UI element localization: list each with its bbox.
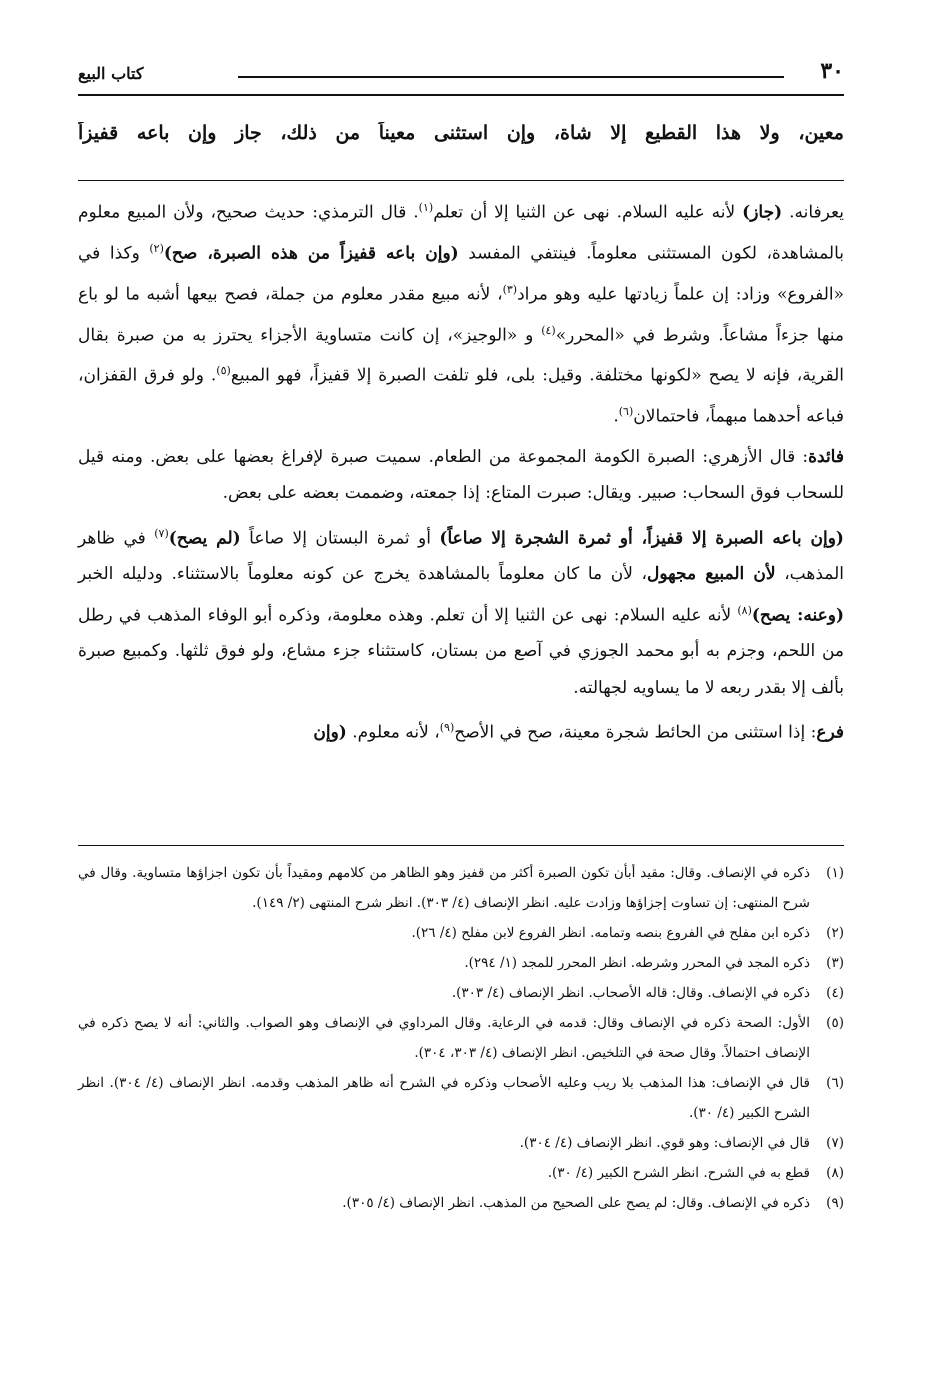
- footnote: [78, 1008, 844, 1068]
- header-dash: [238, 76, 784, 78]
- commentary-text: في ظاهر المذهب،: [78, 528, 844, 585]
- footnote-divider: [78, 845, 844, 846]
- footnote-text: الأول: الصحة ذكره في الإنصاف وقال: قدمه في الرعاية. وقال المرداوي في الإنصاف وهو الصواب. والثاني: أنه لا يصح ذكره في الإنصاف احتمالاً. وقال صحة في التلخيص. انظر الإنصاف (٤/ ٣٠٣، ٣٠٤).: [78, 1015, 810, 1061]
- page-header: [78, 58, 844, 98]
- commentary-text: . قال الترمذي: حديث صحيح، ولأن المبيع معلوم بالمشاهدة، لكون المستثنى معلوماً. فينتفي المفسد: [78, 202, 844, 264]
- header-rule: [78, 94, 844, 96]
- footnote-text: ذكره في الإنصاف. وقال: لم يصح على الصحيح من المذهب. انظر الإنصاف (٤/ ٣٠٥).: [342, 1195, 810, 1211]
- matn-quote: (لم يصح): [168, 528, 241, 549]
- matn-divider: [78, 180, 844, 181]
- matn-quote: (وإن باعه قفيزاً من هذه الصبرة، صح): [163, 243, 459, 264]
- matn-text: معين، ولا هذا القطيع إلا شاة، وإن استثنى معيناً من ذلك، جاز وإن باعه قفيزاً: [78, 122, 844, 144]
- commentary-body: [78, 190, 844, 755]
- commentary-text: : إذا استثنى من الحائط شجرة معينة، صح في الأصح: [454, 722, 817, 743]
- commentary-text: وكذا في «الفروع» وزاد: إن علماً زيادتها عليه وهو مراد: [78, 243, 844, 305]
- matn-quote: فرع: [816, 722, 844, 743]
- matn-quote: (جاز): [742, 202, 783, 223]
- footnote-ref: (٧): [154, 526, 169, 540]
- commentary-text: ، لأن ما كان معلوماً بالمشاهدة يخرج عن كونه معلوماً بالاستثناء. ودليله الخبر: [78, 564, 648, 585]
- footnote-ref: (٢): [149, 241, 164, 255]
- footnote-text: قال في الإنصاف: هذا المذهب بلا ريب وعليه الأصحاب وذكره في الشرح أنه ظاهر المذهب وقدمه. انظر الإنصاف (٤/ ٣٠٤). انظر الشرح الكبير (٤/ ٣٠).: [78, 1075, 810, 1121]
- footnote-ref: (٩): [439, 720, 455, 734]
- commentary-text: لأنه عليه السلام: نهى عن الثنيا إلا أن تعلم. وهذه معلومة، وذكره أبو الوفاء المذهب في رطل من اللحم، وجزم به أبو محمد الجوزي في آصع من بستان، كاستثناء جزء مشاع، ولو فوق ثلثها. وكمبيع صبرة بألف إلا بقدر ربعه لا ما يساويه لجهالته.: [78, 605, 844, 698]
- footnote-text: ذكره ابن مفلح في الفروع بنصه وتمامه. انظر الفروع لابن مفلح (٤/ ٢٦).: [411, 925, 810, 941]
- commentary-paragraph: [78, 516, 844, 706]
- footnote-text: ذكره في الإنصاف. وقال: قاله الأصحاب. انظر الإنصاف (٤/ ٣٠٣).: [451, 985, 810, 1001]
- footnote-number: (٥): [826, 1015, 844, 1031]
- footnote-number: (٢): [826, 925, 844, 941]
- commentary-paragraph: [78, 439, 844, 511]
- footnotes: [78, 858, 844, 1218]
- footnote-number: (١): [826, 865, 844, 881]
- footnote: [78, 1068, 844, 1128]
- footnote-ref: (١): [418, 201, 434, 214]
- footnote: [78, 978, 844, 1008]
- commentary-text: يعرفانه.: [782, 202, 844, 223]
- footnote: [78, 1188, 844, 1218]
- footnote-number: (٣): [826, 955, 844, 971]
- commentary-text: ، لأنه معلوم.: [346, 722, 440, 743]
- footnote: [78, 1128, 844, 1158]
- footnote: [78, 858, 844, 918]
- matn-quote: (وإن باعه الصبرة إلا قفيزاً، أو ثمرة الشجرة إلا صاعاً): [439, 528, 844, 549]
- footnote: [78, 948, 844, 978]
- footnote-ref: (٤): [541, 323, 556, 337]
- footnote: [78, 918, 844, 948]
- commentary-paragraph: [78, 710, 844, 751]
- commentary-text: ، لأنه مبيع مقدر معلوم من جملة، فصح بيعها أشبه ما لو باع منها جزءاً مشاعاً. وشرط في «المحرر»: [78, 284, 844, 346]
- matn-quote: (وإن: [313, 722, 347, 743]
- book-title: كتاب البيع: [78, 64, 144, 83]
- matn-quote: (وعنه: يصح): [751, 605, 844, 626]
- footnote-text: قطع به في الشرح. انظر الشرح الكبير (٤/ ٣٠).: [547, 1165, 810, 1181]
- footnote-ref: (٣): [502, 282, 518, 296]
- footnote-number: (٦): [826, 1075, 844, 1091]
- footnote-text: ذكره في الإنصاف. وقال: مقيد أبأن تكون الصبرة أكثر من قفيز وهو الظاهر من كلامهم ومقيداً بأن تكون اجزاؤها متساوية. وقال في شرح المنتهى: إن تساوت إجزاؤها وزادت عليه. انظر الإنصاف (٤/ ٣٠٣). انظر شرح المنتهى (٢/ ١٤٩).: [78, 865, 810, 911]
- footnote-number: (٩): [826, 1195, 844, 1211]
- matn-quote: لأن المبيع مجهول: [647, 564, 776, 585]
- footnote: [78, 1158, 844, 1188]
- page-number: ٣٠: [820, 58, 844, 84]
- footnote-text: ذكره المجد في المحرر وشرطه. انظر المحرر للمجد (١/ ٢٩٤).: [464, 955, 810, 971]
- commentary-text: .: [613, 406, 619, 427]
- footnote-ref: (٥): [216, 364, 231, 378]
- footnote-text: قال في الإنصاف: وهو قوي. انظر الإنصاف (٤/ ٣٠٤).: [519, 1135, 810, 1151]
- footnote-ref: (٨): [737, 603, 752, 617]
- commentary-text: أو ثمرة البستان إلا صاعاً: [240, 528, 440, 549]
- commentary-text: لأنه عليه السلام. نهى عن الثنيا إلا أن تعلم: [433, 202, 743, 223]
- commentary-text: . ولو فرق القفزان، فباعه أحدهما مبهماً، فاحتمالان: [78, 366, 844, 427]
- footnote-number: (٧): [826, 1135, 844, 1151]
- commentary-paragraph: [78, 190, 844, 435]
- commentary-text: : قال الأزهري: الصبرة الكومة المجموعة من الطعام. سميت صبرة لإفراغ بعضها على بعض. ومنه قيل للسحاب فوق السحاب: صبير. ويقال: صبرت المتاع: إذا جمعته، وضممت بعضه على بعض.: [78, 447, 844, 504]
- commentary-text: و «الوجيز»، إن كانت متساوية الأجزاء يحترز به من صبرة بقال القرية، فإنه لا يصح «لكونها مختلفة. وقيل: بلى، فلو تلفت الصبرة إلا قفيزاً، فهو المبيع: [78, 325, 844, 387]
- footnote-number: (٨): [826, 1165, 844, 1181]
- footnote-ref: (٦): [618, 405, 634, 419]
- footnote-number: (٤): [826, 985, 844, 1001]
- matn-quote: فائدة: [808, 447, 844, 468]
